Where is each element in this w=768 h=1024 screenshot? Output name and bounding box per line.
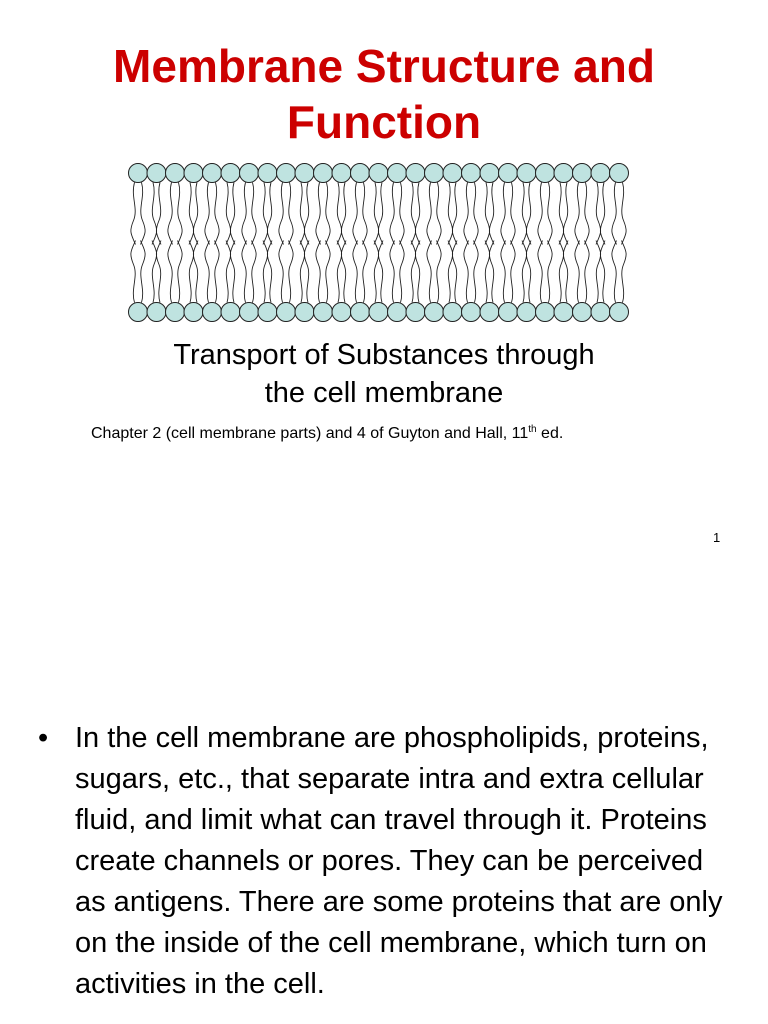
lipid-head [166,303,185,322]
lipid-tail [448,183,453,245]
lipid-tail [226,183,231,245]
phospholipid-bilayer-icon [120,152,648,332]
lipid-tail [178,241,183,303]
lipid-tail [522,241,527,303]
lipid-head [166,164,185,183]
lipid-head [388,303,407,322]
lipid-tail [353,241,358,303]
lipid-tail [152,183,157,245]
lipid-head [203,303,222,322]
lipid-head [240,164,259,183]
lipid-tail [622,183,627,245]
lipid-tail [215,241,220,303]
lipid-head [517,164,536,183]
lipid-tail [316,183,321,245]
lipid-tail [131,241,136,303]
lipid-tail [304,241,309,303]
lipid-tail [390,241,395,303]
lipid-head [332,303,351,322]
lipid-head [499,164,518,183]
lipid-tail [267,183,272,245]
lipid-tail [289,241,294,303]
chapter-text: Chapter 2 (cell membrane parts) and 4 of Guyton and Hall, 11 [91,425,529,442]
lipid-tail [341,183,346,245]
lipid-head [258,164,277,183]
bullet-text: In the cell membrane are phospholipids, proteins, sugars, etc., that separate intra and extra cellular fluid, and limit what can travel through it. Proteins create channels or pores. They can be perceived as antigens. There are some proteins that are only on the inside of the cell membrane, which turn on activities in the cell. [75,722,723,1000]
lipid-tail [464,183,469,245]
lipid-head [480,303,499,322]
lipid-tail [575,183,580,245]
lipid-tail [427,241,432,303]
lipid-tail [326,183,331,245]
lipid-head [406,303,425,322]
subtitle-line-1: Transport of Substances through [173,339,595,371]
lipid-head [351,164,370,183]
lipid-tail [289,183,294,245]
lipid-head [369,303,388,322]
lipid-head [240,303,259,322]
lipid-tail [230,183,235,245]
lipid-tail [522,183,527,245]
lipid-tail [156,241,161,303]
lipid-tail [152,241,157,303]
lipid-tail [612,241,617,303]
lipid-tail [205,183,210,245]
lipid-tail [279,183,284,245]
lipid-tail [279,241,284,303]
lipid-tail [252,183,257,245]
chapter-reference [91,424,563,444]
lipid-tail [489,183,494,245]
lipid-head [425,164,444,183]
lipid-tail [563,241,568,303]
lipid-head [203,164,222,183]
lipid-tail [374,183,379,245]
page-number: 1 [713,530,721,545]
lipid-head [184,164,203,183]
lipid-tail [400,241,405,303]
lipid-tail [205,241,210,303]
lipid-tail [415,183,420,245]
lipid-heads [129,164,629,322]
lipid-tail [427,183,432,245]
lipid-tail [563,183,568,245]
lipid-tail [363,241,368,303]
lipid-head [332,164,351,183]
lipid-tail [193,241,198,303]
lipid-tail [437,183,442,245]
lipid-tail [226,241,231,303]
lipid-tail [585,241,590,303]
lipid-head [388,164,407,183]
lipid-tail [501,241,506,303]
lipid-tail [622,241,627,303]
lipid-tail [378,241,383,303]
lipid-tail [437,241,442,303]
lipid-head [129,164,148,183]
lipid-tail [464,241,469,303]
lipid-head [591,303,610,322]
title-line-2: Function [286,96,482,148]
lipid-tail [485,183,490,245]
lipid-head [536,303,555,322]
lipid-tail [400,183,405,245]
lipid-head [129,303,148,322]
lipid-tail [242,183,247,245]
lipid-head [610,164,629,183]
chapter-superscript: th [528,424,537,435]
lipid-tail [189,183,194,245]
lipid-tail [141,241,146,303]
lipid-head [295,303,314,322]
lipid-tail [353,183,358,245]
lipid-head [443,303,462,322]
lipid-tail [474,183,479,245]
lipid-head [277,303,296,322]
lipid-tail [341,241,346,303]
lipid-head [517,303,536,322]
lipid-tail [548,241,553,303]
lipid-tail [178,183,183,245]
lipid-tail [548,183,553,245]
slide-subtitle [0,336,768,412]
lipid-tail [156,183,161,245]
lipid-head [536,164,555,183]
lipid-head [369,164,388,183]
lipid-tail [600,183,605,245]
lipid-tail [168,183,173,245]
lipid-tail [485,241,490,303]
lipid-head [591,164,610,183]
lipid-tail [596,183,601,245]
lipid-head [277,164,296,183]
lipid-tail [612,183,617,245]
lipid-head [610,303,629,322]
lipid-tail [415,241,420,303]
lipid-head [314,303,333,322]
lipid-tail [411,241,416,303]
lipid-tail [501,183,506,245]
lipid-tail [131,183,136,245]
lipid-head [573,164,592,183]
lipid-head [258,303,277,322]
lipid-tail [337,241,342,303]
lipid-tail [300,241,305,303]
lipid-tail [252,241,257,303]
lipid-tail [316,241,321,303]
lipid-tail [189,241,194,303]
lipid-head [221,303,240,322]
lipid-tail [263,183,268,245]
lipid-tail [411,183,416,245]
bullet-item [38,718,738,1005]
lipid-head [462,164,481,183]
lipid-tail [215,183,220,245]
lipid-tail [559,183,564,245]
lipid-tail [141,183,146,245]
lipid-tail [474,241,479,303]
subtitle-line-2: the cell membrane [264,377,504,409]
lipid-head [554,303,573,322]
lipid-tail [193,183,198,245]
lipid-head [351,303,370,322]
lipid-tail [267,241,272,303]
lipid-tail [363,183,368,245]
lipid-tail [511,183,516,245]
lipid-tail [600,241,605,303]
lipid-head [443,164,462,183]
lipid-tail [300,183,305,245]
lipid-head [406,164,425,183]
lipid-tails [131,183,626,303]
lipid-tail [390,183,395,245]
lipid-head [147,303,166,322]
lipid-tail [596,241,601,303]
lipid-tail [242,241,247,303]
lipid-head [480,164,499,183]
lipid-tail [538,183,543,245]
lipid-head [573,303,592,322]
lipid-tail [337,183,342,245]
lipid-tail [448,241,453,303]
lipid-tail [511,241,516,303]
lipid-tail [538,241,543,303]
chapter-text-end: ed. [536,425,564,442]
lipid-tail [585,183,590,245]
bullet-icon: • [38,722,49,754]
lipid-head [314,164,333,183]
lipid-tail [489,241,494,303]
lipid-tail [326,241,331,303]
lipid-tail [452,241,457,303]
lipid-head [184,303,203,322]
lipid-tail [526,241,531,303]
lipid-head [499,303,518,322]
lipid-head [147,164,166,183]
lipid-head [462,303,481,322]
slide-title [0,38,768,150]
lipid-head [554,164,573,183]
lipid-tail [304,183,309,245]
lipid-tail [452,183,457,245]
lipid-head [295,164,314,183]
lipid-tail [263,241,268,303]
lipid-tail [559,241,564,303]
lipid-tail [378,183,383,245]
title-line-1: Membrane Structure and [113,40,655,92]
lipid-tail [526,183,531,245]
lipid-head [425,303,444,322]
lipid-tail [575,241,580,303]
lipid-tail [374,241,379,303]
lipid-head [221,164,240,183]
lipid-tail [230,241,235,303]
lipid-tail [168,241,173,303]
